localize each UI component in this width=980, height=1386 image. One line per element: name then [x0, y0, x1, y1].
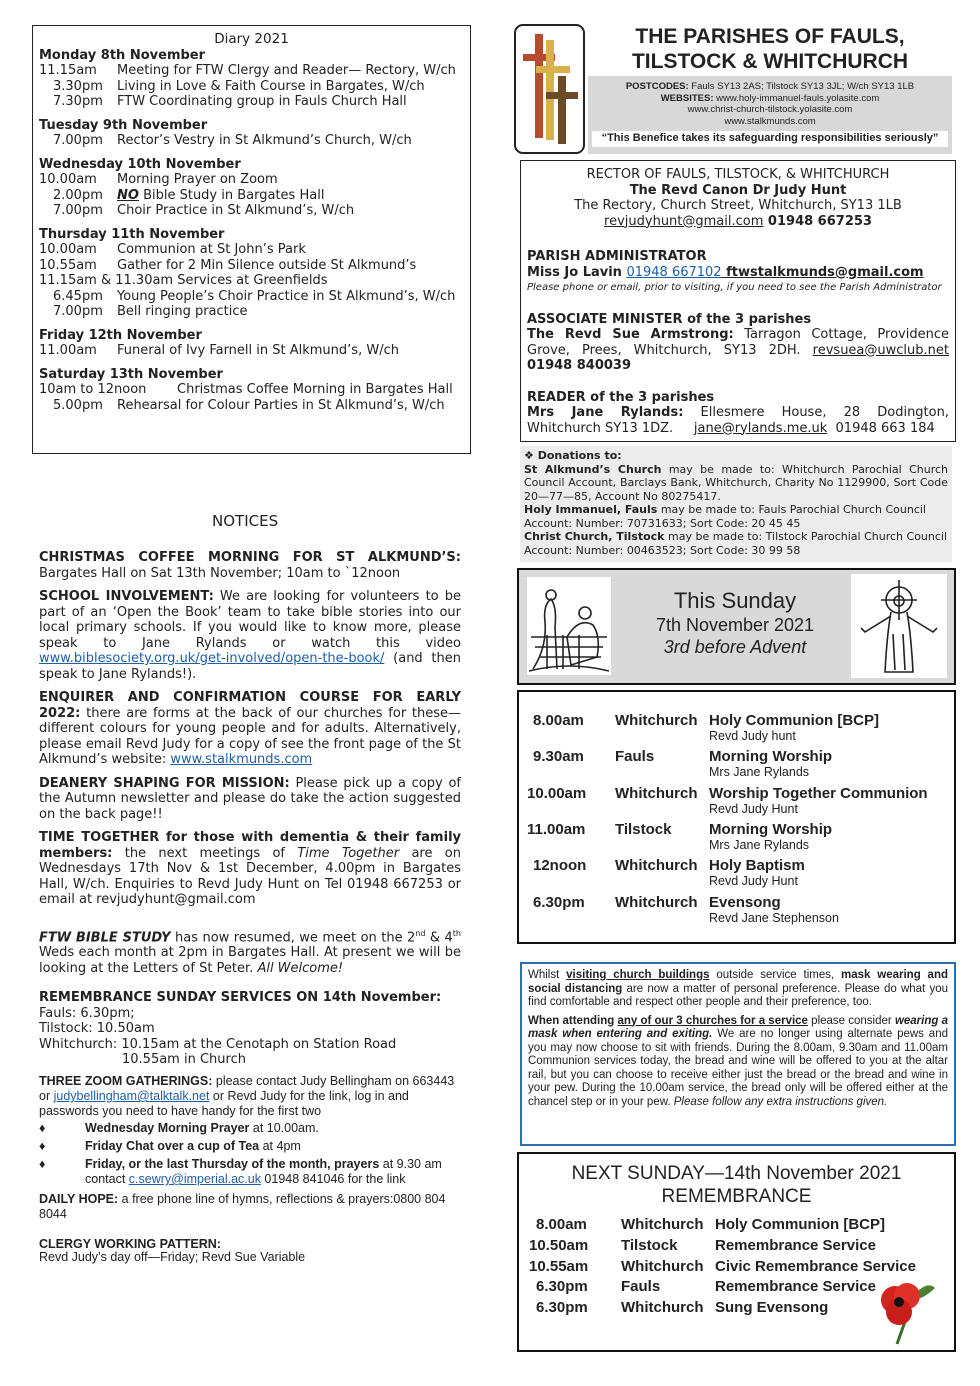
service-place: Whitchurch: [615, 857, 698, 875]
this-sunday-services: [517, 690, 956, 944]
service-time: 9.30am: [533, 748, 584, 766]
diary-text: FTW Coordinating group in Fauls Church Hall: [117, 94, 407, 109]
diary-entry: [39, 398, 464, 414]
notice-time-together: TIME TOGETHER for those with dementia & their family members: the next meetings of Time Together are on Wednesdays 17th Nov & 1st December, 4.00pm in Bargates Hall, W/ch. Enquiries to Revd Judy Hunt on Tel 01948 667253 or email at revjudyhunt@gmail.com: [39, 830, 461, 907]
fishing-scene-illustration: [527, 577, 611, 675]
diary-text: Bible Study in Bargates Hall: [138, 187, 325, 203]
service-row: [527, 748, 832, 779]
diary-entry: [39, 203, 464, 219]
diary-entry: [39, 382, 464, 398]
diary-day-heading: Monday 8th November: [39, 47, 206, 63]
diary-text: Rehearsal for Colour Parties in St Alkmund’s, W/ch: [117, 397, 445, 413]
diary-time: 7.30pm: [53, 94, 103, 109]
service-row: [527, 785, 928, 816]
this-sunday-heading: This Sunday 7th November 2021 3rd before Advent: [655, 588, 815, 657]
covid-notice: Whilst visiting church buildings outside service times, mask wearing and social distancing are now a matter of personal preference. Please do what you find comfortable and respect other people and their preference, too. When attending any of our 3 churches for a service please consider wearing a mask when entering and exiting. We are no longer using alternate pews and you may now choose to sit with friends. During the 8.00am, 9.30am and 11.00am Communion services today, the bread and wine will be offered to you at the altar rail, but you can choose to receive either just the bread or the bread and wine in your pew. During the 10.00am service, the bread only will be offered either at the chancel step or in your pew. Please follow any extra instructions given.: [520, 962, 956, 1146]
service-time: 11.00am: [527, 820, 586, 838]
diary-day-heading: Friday 12th November: [39, 327, 202, 343]
diamond-bullet-icon: ♦: [39, 1157, 46, 1171]
donations-box: ❖ Donations to: St Alkmund’s Church may be made to: Whitchurch Parochial Church Council Account, Barclays Bank, Whitchurch, Charity No 1129900, Sort Code 20—77—85, Account No 80275417. Holy Immanuel, Fauls may be made to: Fauls Parochial Church Council Account: Number: 70731633; Sort Code: 20 45 45 Christ Church, Tilstock may be made to: Tilstock Parochial Church Council Account: Number: 00463523; Sort Code: 30 99 58: [520, 446, 952, 562]
diary-title: Diary 2021: [214, 31, 289, 47]
notice-deanery: DEANERY SHAPING FOR MISSION: Please pick up a copy of the Autumn newsletter and please do take the action suggested on the back page!!: [39, 775, 461, 822]
notice-school: SCHOOL INVOLVEMENT: We are looking for volunteers to be part of an ‘Open the Book’ team to take bible stories into our local primary schools. If you would like to know more, please speak to Jane Rylands or watch this video www.biblesociety.org.uk/get-involved/open-the-book/ (and then speak to Jane Rylands!).: [39, 589, 461, 682]
notice-zoom: THREE ZOOM GATHERINGS: please contact Judy Bellingham on 663443 or judybellingham@talktalk.net or Revd Judy for the link, log in and passwords you need to have handy for the first two ♦ Wednesday Morning Prayer at 10.00am. ♦ Friday Chat over a cup of Tea at 4pm ♦ Friday, or the last Thursday of the month, prayers at 9.30 am contact c.sewry@imperial.ac.uk 01948 841046 for the link DAILY HOPE: a free phone line of hymns, reflections & prayers:0800 804 8044 CLERGY WORKING PATTERN: Revd Judy’s day off—Friday; Revd Sue Variable: [39, 1074, 459, 1264]
notice-daily-hope: DAILY HOPE: a free phone line of hymns, reflections & prayers:0800 804 8044: [39, 1192, 446, 1221]
service-minister: Revd Judy Hunt: [709, 801, 798, 816]
diary-time: 7.00pm: [53, 304, 103, 319]
diary-entry: [39, 94, 464, 110]
diary-time: 10am to 12noon: [39, 382, 147, 397]
zoom-bullet: ♦ Friday, or the last Thursday of the month, prayers at 9.30 am contact c.sewry@imperial.ac.uk 01948 841046 for the link: [39, 1157, 442, 1186]
diary-entry: 2.00pm NO Bible Study in Bargates Hall: [39, 188, 464, 204]
next-service-place: Fauls: [621, 1278, 661, 1296]
next-service-name: Holy Communion [BCP]: [715, 1216, 885, 1233]
service-name: Holy Communion [BCP]: [709, 712, 879, 729]
diary-text: Communion at St John’s Park: [117, 242, 306, 257]
next-service-name: Remembrance Service: [715, 1278, 876, 1296]
service-row: [527, 712, 879, 743]
diary-day: [39, 118, 464, 149]
poppy-icon: [877, 1276, 939, 1346]
service-time: 8.00am: [533, 712, 584, 729]
next-service-time: 10.55am: [529, 1257, 589, 1275]
reader-block: READER of the 3 parishes Mrs Jane Rylands: Ellesmere House, 28 Dodington, Whitchurch SY13 1DZ. jane@rylands.me.uk 01948 663 184: [527, 389, 949, 436]
next-service-time: 10.50am: [529, 1236, 589, 1254]
diary-text: 11.15am & 11.30am Services at Greenfields: [39, 273, 328, 288]
service-place: Whitchurch: [615, 784, 698, 802]
diary-time: 10.00am: [39, 242, 97, 257]
service-time: 6.30pm: [533, 893, 585, 911]
diary-text: Christmas Coffee Morning in Bargates Hall: [177, 382, 453, 397]
diary-entry: [39, 304, 464, 320]
diary-entry: [39, 258, 464, 274]
diary-text: Young People’s Choir Practice in St Alkmund’s, W/ch: [117, 288, 456, 304]
service-time: 10.00am: [527, 784, 587, 802]
notice-clergy: CLERGY WORKING PATTERN: Revd Judy’s day off—Friday; Revd Sue Variable: [39, 1237, 306, 1264]
diary-day-heading: Tuesday 9th November: [39, 117, 208, 133]
service-row: [527, 857, 805, 888]
service-name: Holy Baptism: [709, 857, 805, 875]
diary-time: 11.15am: [39, 63, 97, 78]
three-crosses-icon: [514, 24, 585, 154]
service-name: Morning Worship: [709, 820, 833, 838]
notice-remembrance: REMEMBRANCE SUNDAY SERVICES ON 14th November: Fauls: 6.30pm; Tilstock: 10.50am Whitchurch: 10.15am at the Cenotaph on Station Road 10.55am in Church: [39, 990, 442, 1068]
diary-time: 5.00pm: [53, 397, 103, 413]
diary-entry: [39, 172, 464, 188]
associate-block: ASSOCIATE MINISTER of the 3 parishes The Revd Sue Armstrong: Tarragon Cottage, Providence Grove, Prees, Whitchurch, SY13 2DH. revsuea@uwclub.net 01948 840039: [527, 311, 949, 373]
diary-day-heading: Saturday 13th November: [39, 366, 223, 382]
diary-time: 10.00am: [39, 172, 97, 187]
notice-enquirer: ENQUIRER AND CONFIRMATION COURSE FOR EARLY 2022: there are forms at the back of our churches for these—different colours for young people and for adults. Alternatively, please email Revd Judy for a copy of see the front page of the St Alkmund’s website: www.stalkmunds.com: [39, 690, 461, 767]
safeguarding-banner: “This Benefice takes its safeguarding responsibilities seriously”: [592, 131, 948, 147]
admin-phone[interactable]: 01948 667102: [626, 264, 722, 280]
diary-time: 2.00pm: [53, 187, 103, 203]
rector-block: RECTOR OF FAULS, TILSTOCK, & WHITCHURCH The Revd Canon Dr Judy Hunt The Rectory, Church Street, Whitchurch, SY13 1LB revjudyhunt@gmail.com 01948 667253: [574, 167, 902, 229]
next-service-time: 6.30pm: [536, 1278, 588, 1296]
diary-text: Funeral of Ivy Farnell in St Alkmund’s, W/ch: [117, 343, 399, 358]
service-place: Whitchurch: [615, 893, 698, 911]
diary-entry: [39, 63, 464, 79]
contacts-box: [520, 160, 956, 442]
sewry-email-link[interactable]: c.sewry@imperial.ac.uk: [128, 1172, 261, 1186]
zoom-bullet: ♦ Friday Chat over a cup of Tea at 4pm: [39, 1139, 301, 1153]
service-time: 12noon: [533, 857, 587, 875]
next-service-row: [529, 1258, 916, 1275]
next-service-row: [529, 1299, 828, 1316]
reader-email[interactable]: jane@rylands.me.uk: [693, 420, 828, 436]
next-service-time: 6.30pm: [536, 1299, 588, 1317]
assoc-email[interactable]: revsuea@uwclub.net: [812, 342, 949, 358]
stalkmunds-link[interactable]: www.stalkmunds.com: [170, 752, 313, 767]
judy-email-link[interactable]: judybellingham@talktalk.net: [53, 1089, 210, 1103]
diary-time: 7.00pm: [53, 133, 103, 148]
contact-band: POSTCODES: Fauls SY13 2AS; Tilstock SY13 3JL; W/ch SY13 1LB WEBSITES: www.holy-immanuel-fauls.yolasite.com www.christ-church-tilstock.yolasite.com www.stalkmunds.com “This Benefice takes its safeguarding responsibilities seriously”: [588, 76, 952, 154]
service-place: Whitchurch: [615, 712, 698, 729]
next-service-place: Whitchurch: [621, 1257, 704, 1275]
this-sunday-banner: [517, 568, 956, 685]
diary-day: [39, 157, 464, 219]
diary-text: Choir Practice in St Alkmund’s, W/ch: [117, 203, 355, 218]
service-minister: Mrs Jane Rylands: [709, 837, 810, 852]
diary-text: Meeting for FTW Clergy and Reader— Rectory, W/ch: [117, 63, 456, 78]
next-service-time: 8.00am: [536, 1216, 587, 1233]
diary-text: Living in Love & Faith Course in Bargates, W/ch: [117, 78, 425, 94]
next-service-place: Whitchurch: [621, 1216, 704, 1233]
next-service-name: Remembrance Service: [715, 1236, 876, 1254]
admin-block: PARISH ADMINISTRATOR Miss Jo Lavin 01948 667102 ftwstalkmunds@gmail.com Please phone or email, prior to visiting, if you need to see the Parish Administrator: [527, 249, 942, 293]
notices-column: [39, 550, 461, 1068]
next-service-row: [529, 1278, 876, 1295]
admin-email[interactable]: ftwstalkmunds@gmail.com: [721, 264, 924, 280]
diary-text: Bell ringing practice: [117, 304, 248, 319]
next-service-row: [529, 1216, 885, 1233]
diary-text: Morning Prayer on Zoom: [117, 172, 278, 187]
diary-entry: [39, 79, 464, 95]
next-service-place: Whitchurch: [621, 1299, 704, 1317]
diary-entry: [39, 242, 464, 258]
diary-text: Gather for 2 Min Silence outside St Alkmund’s: [117, 257, 417, 273]
diamond-bullet-icon: ♦: [39, 1139, 46, 1153]
diary-time: 7.00pm: [53, 203, 103, 218]
diary-day: [39, 227, 464, 320]
zoom-bullet: ♦ Wednesday Morning Prayer at 10.00am.: [39, 1121, 319, 1135]
diary-time: 3.30pm: [53, 78, 103, 94]
service-minister: Mrs Jane Rylands: [709, 765, 810, 780]
service-row: [527, 821, 832, 852]
service-row: [527, 894, 839, 925]
next-service-place: Tilstock: [621, 1236, 678, 1254]
christ-figure-illustration: [851, 574, 947, 678]
service-minister: Revd Judy hunt: [709, 729, 796, 743]
diary-time: 6.45pm: [53, 288, 103, 304]
diary-day: [39, 367, 464, 414]
service-minister: Revd Judy Hunt: [709, 874, 798, 889]
diary-entry: [39, 343, 464, 359]
diamond-flower-icon: ❖: [524, 449, 538, 462]
diary-text: Rector’s Vestry in St Alkmund’s Church, W/ch: [117, 133, 412, 148]
diary-entry: [39, 273, 464, 289]
notices-title: NOTICES: [212, 512, 279, 530]
diary-box: [32, 25, 471, 454]
notice-bible-study: FTW BIBLE STUDY has now resumed, we meet on the 2nd & 4th Weds each month at 2pm in Bargates Hall. At present we will be looking at the Letters of St Peter. All Welcome!: [39, 928, 461, 976]
next-service-row: [529, 1237, 876, 1254]
notice-coffee: CHRISTMAS COFFEE MORNING FOR ST ALKMUND’S: Bargates Hall on Sat 13th November; 10am to `12noon: [39, 550, 461, 581]
page-title: THE PARISHES OF FAULS, TILSTOCK & WHITCHURCH: [631, 25, 909, 73]
service-place: Fauls: [615, 748, 655, 766]
diary-entry: [39, 133, 464, 149]
diary-day-heading: Wednesday 10th November: [39, 156, 241, 172]
service-name: Worship Together Communion: [709, 784, 928, 802]
next-service-name: Civic Remembrance Service: [715, 1257, 916, 1275]
next-sunday-heading: NEXT SUNDAY—14th November 2021 REMEMBRANCE: [571, 1163, 902, 1207]
next-service-name: Sung Evensong: [715, 1299, 829, 1317]
diary-day-heading: Thursday 11th November: [39, 226, 225, 242]
diamond-bullet-icon: ♦: [39, 1121, 46, 1135]
diary-time: 11.00am: [39, 343, 97, 358]
rector-email[interactable]: revjudyhunt@gmail.com: [604, 213, 764, 229]
diary-day: [39, 328, 464, 359]
service-minister: Revd Jane Stephenson: [709, 910, 839, 925]
diary-time: 10.55am: [39, 257, 97, 273]
service-name: Morning Worship: [709, 748, 833, 766]
diary-days: [33, 48, 470, 414]
service-place: Tilstock: [615, 820, 672, 838]
diary-entry: [39, 289, 464, 305]
school-link[interactable]: www.biblesociety.org.uk/get-involved/open-the-book/: [39, 651, 385, 666]
service-name: Evensong: [709, 893, 781, 911]
next-sunday-box: [517, 1152, 956, 1352]
diary-day: [39, 48, 464, 110]
